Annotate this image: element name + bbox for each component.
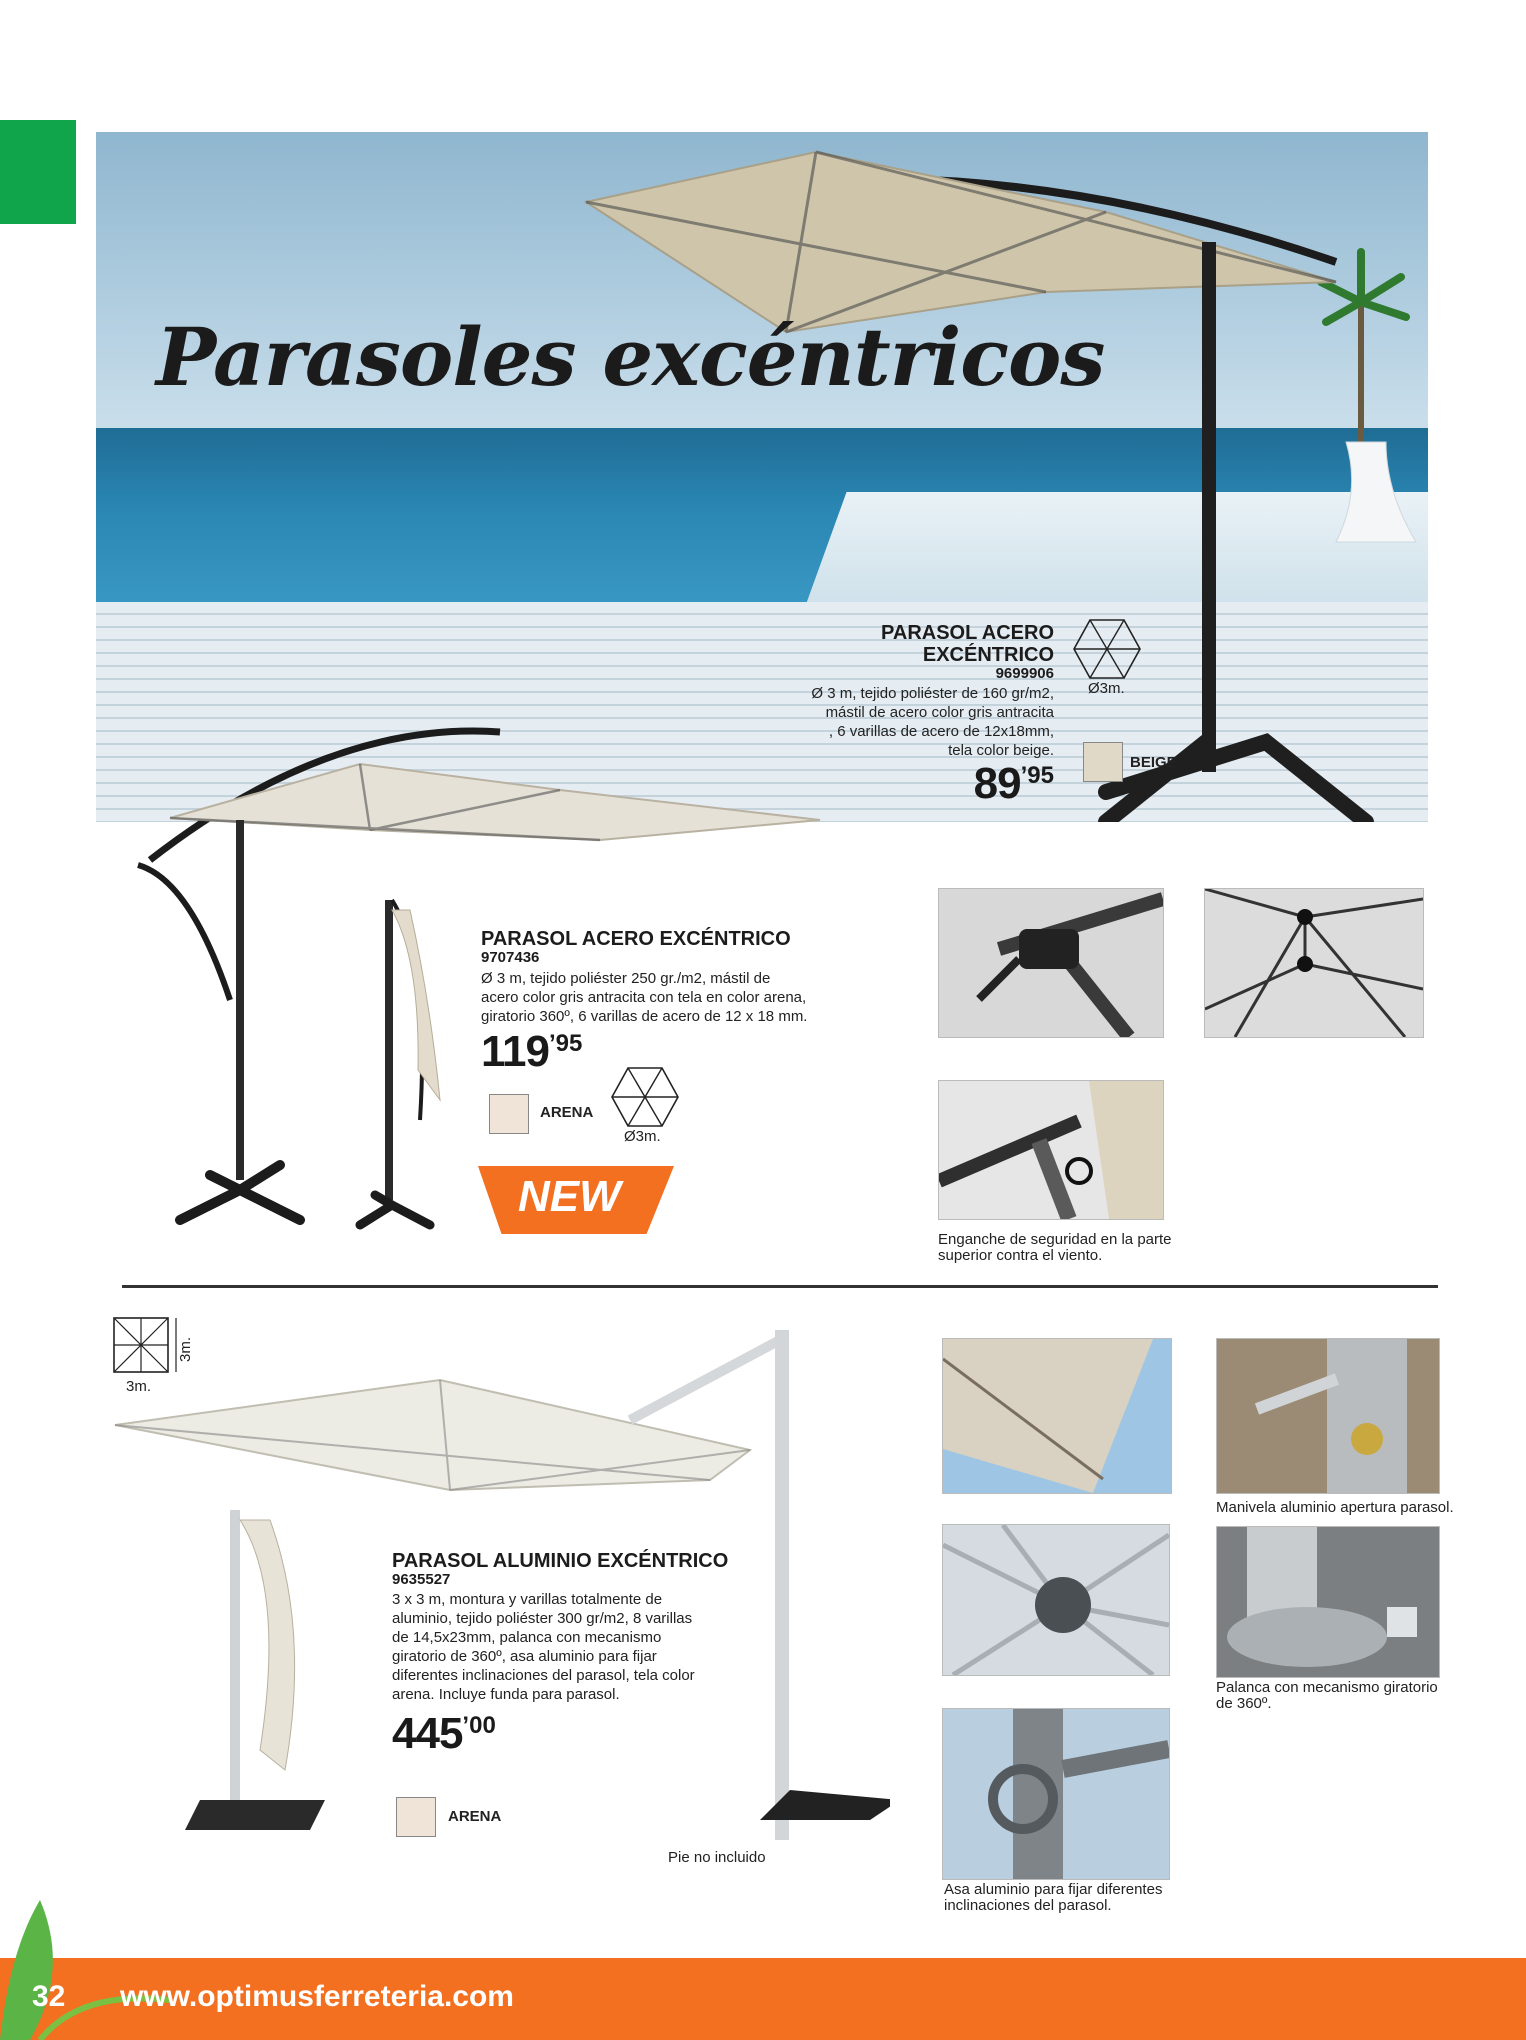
product2-title: PARASOL ACERO EXCÉNTRICO <box>481 928 791 950</box>
product3-width: 3m. <box>126 1378 152 1395</box>
product2-desc-line: Ø 3 m, tejido poliéster 250 gr./m2, mástil de <box>481 970 771 987</box>
detail-photo-rotation-lever <box>1216 1526 1440 1678</box>
detail-photo-crank <box>1216 1338 1440 1494</box>
hexagon-diameter-icon <box>610 1066 680 1128</box>
detail-photo-hub <box>942 1524 1170 1676</box>
product3-title: PARASOL ALUMINIO EXCÉNTRICO <box>392 1550 729 1572</box>
caption-line: Palanca con mecanismo giratorio <box>1216 1679 1438 1696</box>
caption-line: superior contra el viento. <box>938 1247 1103 1264</box>
product3-price-int: 445 <box>392 1709 463 1758</box>
product3-price <box>392 1709 496 1758</box>
hexagon-diameter-icon <box>1072 618 1142 680</box>
caption-line: Asa aluminio para fijar diferentes <box>944 1881 1163 1898</box>
caption-safety-hook <box>938 1232 1172 1264</box>
detail-photo-ribs <box>1204 888 1424 1038</box>
product1-title-line1: PARASOL ACERO <box>881 622 1054 644</box>
product3-color-swatch <box>396 1797 436 1837</box>
new-badge-text: NEW <box>518 1172 621 1221</box>
product3-desc-line: de 14,5x23mm, palanca con mecanismo <box>392 1629 662 1646</box>
product2-price <box>481 1027 583 1076</box>
product3-price-dec: ’00 <box>462 1712 496 1739</box>
product2-desc-line: acero color gris antracita con tela en color arena, <box>481 989 807 1006</box>
detail-photo-crank-joint <box>938 888 1164 1038</box>
caption-line: inclinaciones del parasol. <box>944 1897 1112 1914</box>
detail-photo-handle <box>942 1708 1170 1880</box>
product2-color-label: ARENA <box>540 1104 594 1121</box>
leaf-icon <box>0 1890 200 2040</box>
section-divider <box>122 1285 1438 1288</box>
product2-color-swatch <box>489 1094 529 1134</box>
product1-desc-line: tela color beige. <box>948 742 1054 759</box>
product3-desc-line: 3 x 3 m, montura y varillas totalmente de <box>392 1591 663 1608</box>
footer-url-link[interactable]: www.optimusferreteria.com <box>120 1980 514 2013</box>
product1-color-swatch <box>1083 742 1123 782</box>
caption-line: de 360º. <box>1216 1695 1272 1712</box>
detail-photo-safety-hook <box>938 1080 1164 1220</box>
product2-price-int: 119 <box>481 1027 549 1076</box>
product2-price-dec: ’95 <box>548 1030 583 1057</box>
product2-diameter: Ø3m. <box>624 1128 661 1145</box>
product1-desc-line: , 6 varillas de acero de 12x18mm, <box>828 723 1054 740</box>
product3-code: 9635527 <box>392 1571 451 1588</box>
product2-code: 9707436 <box>481 949 540 966</box>
product1-price-int: 89 <box>973 759 1021 808</box>
product1-desc-line: mástil de acero color gris antracita <box>825 704 1054 721</box>
product3-desc-line: arena. Incluye funda para parasol. <box>392 1686 620 1703</box>
product1-diameter: Ø3m. <box>1088 680 1125 697</box>
product3-desc-line: diferentes inclinaciones del parasol, tela color <box>392 1667 695 1684</box>
product1-title-line2: EXCÉNTRICO <box>922 644 1054 666</box>
caption-handle <box>944 1882 1162 1914</box>
product1-desc-line: Ø 3 m, tejido poliéster de 160 gr/m2, <box>811 685 1054 702</box>
product1-title <box>820 622 1054 666</box>
page-title: Parasoles excéntricos <box>156 310 1105 404</box>
caption-rotation <box>1216 1680 1438 1712</box>
product1-code: 9699906 <box>995 665 1054 682</box>
detail-photo-canopy-edge <box>942 1338 1172 1494</box>
base-note: Pie no incluido <box>668 1849 766 1866</box>
product3-height: 3m. <box>177 1336 194 1362</box>
product2-desc-line: giratorio 360º, 6 varillas de acero de 12 x 18 mm. <box>481 1008 808 1025</box>
product2-description <box>481 969 841 1026</box>
product3-desc-line: aluminio, tejido poliéster 300 gr/m2, 8 varillas <box>392 1610 693 1627</box>
section-tab <box>0 120 76 224</box>
product3-desc-line: giratorio de 360º, asa aluminio para fijar <box>392 1648 657 1665</box>
product1-price-dec: ’95 <box>1020 762 1054 789</box>
product1-color-label: BEIGE <box>1130 754 1177 771</box>
product3-color-label: ARENA <box>448 1808 502 1825</box>
caption-crank: Manivela aluminio apertura parasol. <box>1216 1499 1454 1516</box>
product3-description <box>392 1590 722 1704</box>
page-number: 32 <box>32 1980 66 2013</box>
product1-price <box>930 759 1054 808</box>
caption-line: Enganche de seguridad en la parte <box>938 1231 1172 1248</box>
